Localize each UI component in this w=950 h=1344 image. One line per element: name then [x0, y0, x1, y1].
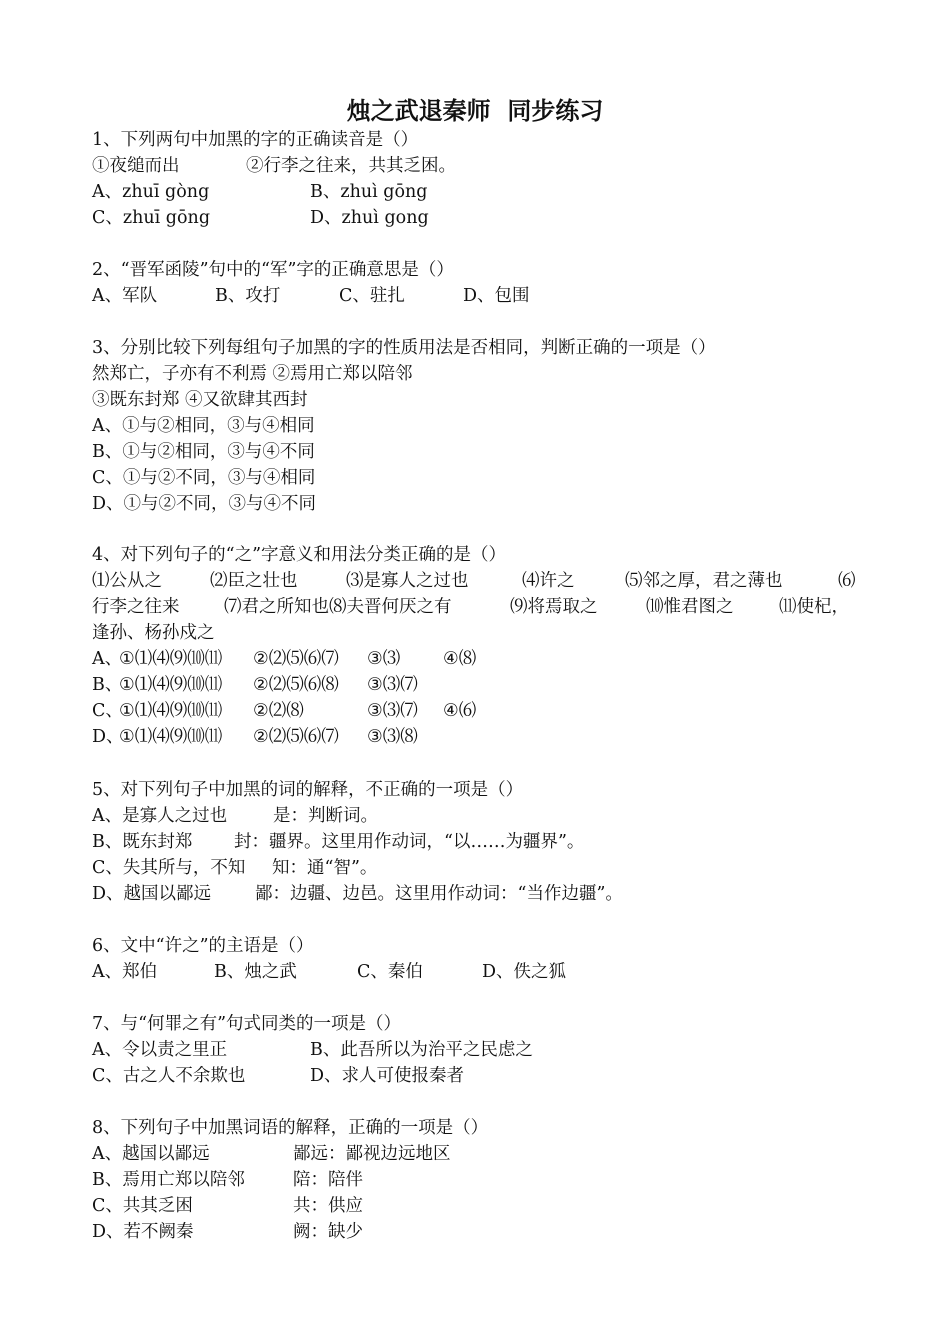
- option-a[interactable]: A、zhuī gòng: [92, 182, 210, 202]
- option-explanation: 知：通“智”。: [272, 858, 378, 878]
- question-3-sentence-line-1: 然郑亡，子亦有不利焉 ②焉用亡郑以陪邻: [92, 364, 413, 384]
- sentence-1: ①夜缒而出: [92, 156, 180, 176]
- question-4-sentences-row-3: 逢孙、杨孙戍之: [92, 623, 215, 643]
- option-d[interactable]: D、①与②不同，③与④不同: [92, 494, 317, 514]
- sentence-2: ②行李之往来，共其乏困。: [246, 156, 456, 176]
- option-b[interactable]: B、攻打: [215, 286, 281, 306]
- option-label: A、: [92, 649, 123, 669]
- option-c[interactable]: C、古之人不余欺也: [92, 1066, 246, 1086]
- sentence-item: ⑾使杞，: [779, 597, 849, 617]
- option-explanation: 陪：陪伴: [293, 1170, 363, 1190]
- option-text: A、越国以鄙远: [92, 1144, 210, 1164]
- option-explanation: 共：供应: [293, 1196, 363, 1216]
- option-c[interactable]: [92, 855, 872, 881]
- sentence-item: ⑷许之: [522, 571, 575, 591]
- option-c[interactable]: C、秦伯: [357, 962, 423, 982]
- option-group: ③⑶⑻: [367, 727, 418, 747]
- option-text: D、若不阙秦: [92, 1222, 194, 1242]
- option-d[interactable]: D、求人可使报秦者: [310, 1066, 465, 1086]
- sentence-item: ⑵臣之壮也: [210, 571, 298, 591]
- question-8-stem: 8、下列句子中加黑词语的解释，正确的一项是（）: [92, 1118, 489, 1138]
- option-group: ②⑵⑸⑹⑻: [253, 675, 339, 695]
- question-2-options: [92, 283, 872, 309]
- sentence-item: ⑺君之所知也⑻夫晋何厌之有: [224, 597, 452, 617]
- option-c[interactable]: C、zhuī gōng: [92, 208, 211, 228]
- page-title: 烛之武退秦师 同步练习: [346, 97, 604, 125]
- option-a[interactable]: A、令以责之里正: [92, 1040, 228, 1060]
- option-text: C、共其乏困: [92, 1196, 193, 1216]
- question-3-sentence-line-2: ③既东封郑 ④又欲肆其西封: [92, 390, 308, 410]
- option-c[interactable]: C、①与②不同，③与④相同: [92, 468, 316, 488]
- option-label: B、: [92, 675, 123, 695]
- option-group: ②⑵⑻: [253, 701, 304, 721]
- question-3-stem: 3、分别比较下列每组句子加黑的字的性质用法是否相同，判断正确的一项是（）: [92, 338, 716, 358]
- question-4-stem: 4、对下列句子的“之”字意义和用法分类正确的是（）: [92, 545, 507, 565]
- option-d[interactable]: [92, 1219, 872, 1245]
- option-c[interactable]: C、驻扎: [339, 286, 405, 306]
- option-d[interactable]: D、zhuì gong: [310, 208, 429, 228]
- option-d[interactable]: D、包围: [463, 286, 530, 306]
- question-7-stem: 7、与“何罪之有”句式同类的一项是（）: [92, 1014, 402, 1034]
- option-text: A、是寡人之过也: [92, 806, 228, 826]
- option-group: ①⑴⑷⑼⑽⑾: [119, 649, 223, 669]
- option-b[interactable]: [92, 829, 872, 855]
- option-b[interactable]: [92, 1167, 872, 1193]
- option-group: ①⑴⑷⑼⑽⑾: [119, 675, 223, 695]
- question-1-stem: 1、下列两句中加黑的字的正确读音是（）: [92, 130, 419, 150]
- option-b[interactable]: B、烛之武: [214, 962, 297, 982]
- option-d[interactable]: [92, 881, 872, 907]
- option-group: ③⑶⑺: [367, 701, 418, 721]
- question-8: [92, 1115, 872, 1245]
- option-label: C、: [92, 701, 123, 721]
- option-text: B、既东封郑: [92, 832, 193, 852]
- question-1-options-row-2: [92, 205, 872, 231]
- option-label: D、: [92, 727, 124, 747]
- option-b[interactable]: B、zhuì gōng: [310, 182, 428, 202]
- option-group: ③⑶⑺: [367, 675, 418, 695]
- sentence-item: 行李之往来: [92, 597, 180, 617]
- question-2-stem: 2、“晋军函陵”句中的“军”字的正确意思是（）: [92, 260, 454, 280]
- option-group: ①⑴⑷⑼⑽⑾: [119, 701, 223, 721]
- option-c[interactable]: [92, 1193, 872, 1219]
- option-b[interactable]: [92, 672, 872, 698]
- question-5: [92, 777, 872, 907]
- question-1-sentences: [92, 153, 872, 179]
- question-1: [92, 127, 872, 231]
- option-explanation: 阙：缺少: [293, 1222, 363, 1242]
- option-group: ④⑻: [443, 649, 477, 669]
- option-a[interactable]: [92, 1141, 872, 1167]
- question-4-sentences-row-1: [92, 568, 872, 594]
- question-4: [92, 542, 872, 750]
- option-text: D、越国以鄙远: [92, 884, 212, 904]
- option-explanation: 封：疆界。这里用作动词，“以……为疆界”。: [234, 832, 585, 852]
- question-2: [92, 257, 872, 309]
- sentence-item: ⑴公从之: [92, 571, 162, 591]
- option-text: B、焉用亡郑以陪邻: [92, 1170, 245, 1190]
- option-group: ①⑴⑷⑼⑽⑾: [119, 727, 223, 747]
- option-c[interactable]: [92, 698, 872, 724]
- option-a[interactable]: A、①与②相同，③与④相同: [92, 416, 315, 436]
- option-group: ②⑵⑸⑹⑺: [253, 649, 339, 669]
- option-a[interactable]: [92, 803, 872, 829]
- question-4-sentences-row-2: [92, 594, 872, 620]
- option-b[interactable]: B、①与②相同，③与④不同: [92, 442, 315, 462]
- option-group: ④⑹: [443, 701, 477, 721]
- sentence-item: ⑽惟君图之: [646, 597, 734, 617]
- question-5-stem: 5、对下列句子中加黑的词的解释，不正确的一项是（）: [92, 780, 524, 800]
- option-a[interactable]: A、军队: [92, 286, 158, 306]
- option-explanation: 鄙远：鄙视边远地区: [293, 1144, 451, 1164]
- option-b[interactable]: B、此吾所以为治平之民虑之: [310, 1040, 533, 1060]
- sentence-item: ⑹: [838, 571, 856, 591]
- question-3: [92, 335, 872, 517]
- option-a[interactable]: A、郑伯: [92, 962, 158, 982]
- option-text: C、失其所与，不知: [92, 858, 246, 878]
- sentence-item: ⑶是寡人之过也: [346, 571, 469, 591]
- option-group: ②⑵⑸⑹⑺: [253, 727, 339, 747]
- question-6-stem: 6、文中“许之”的主语是（）: [92, 936, 314, 956]
- sentence-item: ⑸邻之厚，君之薄也: [625, 571, 783, 591]
- question-7-options-row-1: [92, 1037, 872, 1063]
- question-1-options-row-1: [92, 179, 872, 205]
- question-6: [92, 933, 872, 985]
- option-d[interactable]: D、佚之狐: [482, 962, 567, 982]
- option-explanation: 鄙：边疆、边邑。这里用作动词：“当作边疆”。: [255, 884, 623, 904]
- option-explanation: 是：判断词。: [273, 806, 378, 826]
- sentence-item: ⑼将焉取之: [510, 597, 598, 617]
- option-d[interactable]: [92, 724, 872, 750]
- question-7-options-row-2: [92, 1063, 872, 1089]
- option-a[interactable]: [92, 646, 872, 672]
- question-6-options: [92, 959, 872, 985]
- question-7: [92, 1011, 872, 1089]
- option-group: ③⑶: [367, 649, 401, 669]
